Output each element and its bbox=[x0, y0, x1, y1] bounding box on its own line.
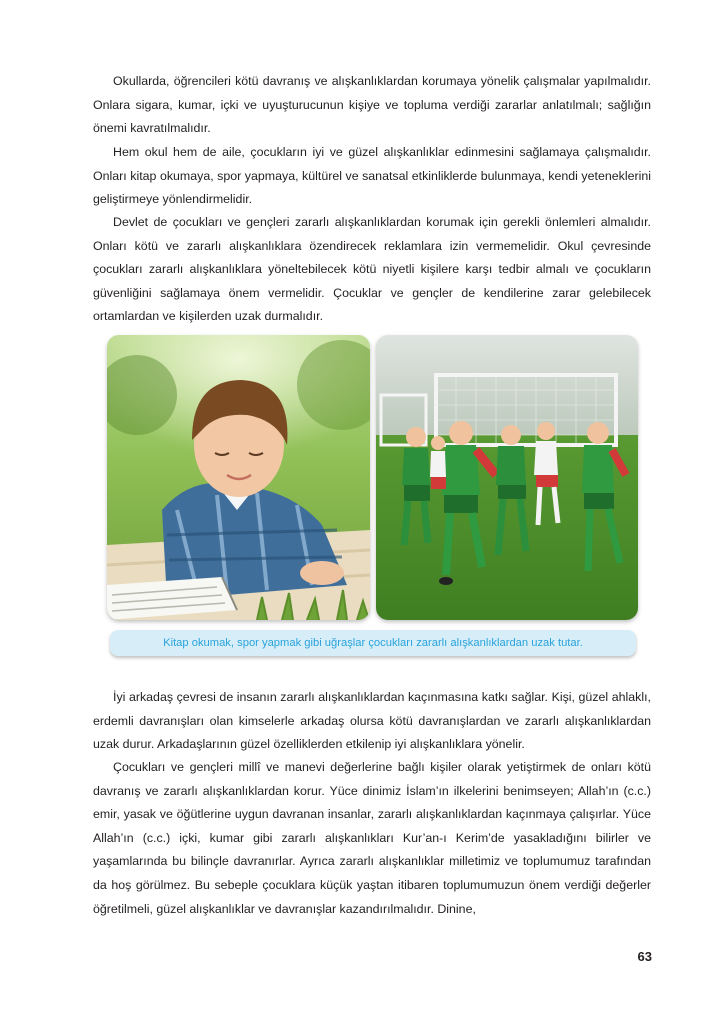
boy-reading-photo bbox=[107, 335, 370, 620]
paragraph-state-measures: Devlet de çocukları ve gençleri zararlı alışkanlıklardan korumak için gerekli önlemleri almalıdır. Onları kötü ve zararlı alışkanlıklara özendirecek reklamlara izin vermemelidir. Okul çevresinde çocukları zararlı alışkanlıklara yöneltebilecek kötü niyetli kişilere karşı tedbir almalı ve çocukların güvenliğini sağlamaya önem vermelidir. Çocuklar ve gençler de kendilerine zarar gelebilecek ortamlardan ve kişilerden uzak durmalıdır. bbox=[93, 215, 651, 324]
paragraph-school-measures: Okullarda, öğrencileri kötü davranış ve alışkanlıklardan korumaya yönelik çalışmalar yapılmalıdır. Onlara sigara, kumar, içki ve uyuşturucunun kişiye ve topluma verdiği zararlar anlatılmalı; sağlığın önemi kavratılmalıdır. bbox=[93, 74, 651, 136]
photo-caption-box bbox=[110, 630, 636, 656]
photo-caption: Kitap okumak, spor yapmak gibi uğraşlar çocukları zararlı alışkanlıklardan uzak tutar. bbox=[163, 637, 583, 649]
page-number: 63 bbox=[637, 949, 652, 964]
paragraph-national-values: Çocukları ve gençleri millî ve manevi değerlerine bağlı kişiler olarak yetiştirmek de onları kötü davranış ve zararlı alışkanlıklardan korur. Yüce dinimiz İslam’ın ilkelerini benimseyen; Allah’ın (c.c.) emir, yasak ve öğütlerine uygun davranan insanlar, zararlı alışkanlıklardan kaçınmaya çalışırlar. Yüce Allah’ın (c.c.) içki, kumar gibi zararlı alışkanlıkları Kur’an-ı Kerim’de yasakladığını bilirler ve yaşamlarında bu bilinçle davranırlar. Ayrıca zararlı alışkanlıklar milletimiz ve toplumumuz tarafından da hoş görülmez. Bu sebeple çocuklara küçük yaştan itibaren toplumumuzun önem verdiği değerler öğretilmeli, güzel alışkanlıklar ve davranışlar kazandırılmalıdır. Dinine, bbox=[93, 760, 651, 916]
paragraph-family-habits: Hem okul hem de aile, çocukların iyi ve güzel alışkanlıklar edinmesini sağlamaya çalışmalıdır. Onları kitap okumaya, spor yapmaya, kültürel ve sanatsal etkinliklerde bulunmaya, kendi yeteneklerini geliştirmeye yönlendirmelidir. bbox=[93, 145, 651, 207]
paragraph-good-friends: İyi arkadaş çevresi de insanın zararlı alışkanlıklardan kaçınmasına katkı sağlar. Kişi, güzel ahlaklı, erdemli davranışları olan kimselerle arkadaş olursa kötü davranışlardan ve zararlı alışkanlıklardan uzak durur. Arkadaşlarının güzel özelliklerden etkilenip iyi alışkanlıklara yönelir. bbox=[93, 690, 651, 752]
kids-football-photo bbox=[376, 335, 638, 620]
